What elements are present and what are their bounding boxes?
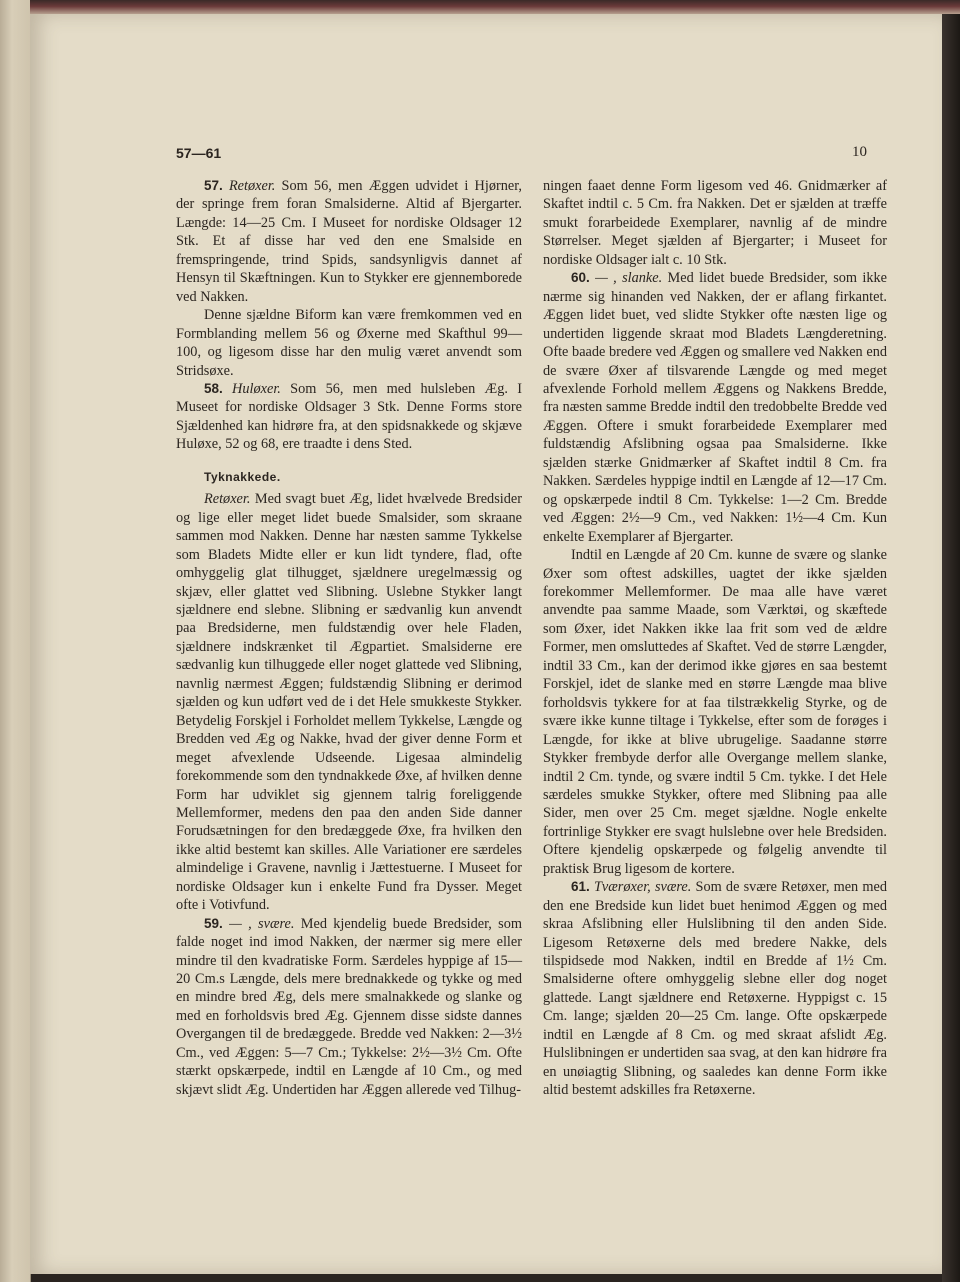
section-subheading: Tyknakkede. — [204, 469, 281, 484]
paragraph — [543, 546, 887, 878]
entry-title: Retøxer. — [228, 178, 276, 194]
paragraph — [176, 177, 522, 306]
entry-number: 61. — [571, 879, 590, 895]
page-right-edge — [942, 14, 960, 1282]
paragraph-text: Indtil en Længde af 20 Cm. kunne de svære og slanke Øxer som oftest adskilles, uagtet der ikke sjælden forekommer Mellemformer. De maa alle have været anvendte paa samme Maade, som Værktøi, og skæftede som Øxer, idet Nakken ikke laa frit som ved de ældre Former, men omsluttedes af Skaftet. Ved de større Længder, indtil 33 Cm., kan der derimod ikke gjøres en saa bestemt Forskjel, idet de slanke med en større Længde maa blive forholdsvis tykkere for at faa tilstrækkelig Styrke, og de svære ikke kunne tiltage i Tykkelse, efter som de forøges i Længde, for ikke at blive ubrugelige. Saadanne større Stykker frembyde derfor alle Overgange mellem slanke, indtil 2 Cm. tynde, og svære indtil 5 Cm. tykke. I det Hele særdeles smukke Stykker, oftere med Slibning paa alle Sider, men over 25 Cm. meget sjældne. Nogle enkelte fortrinlige Stykker ere svagt hulslebne over hele Bredsiden. Oftere kjendelig opskærpede og følgelig anvendte til praktisk Brug ligesom de kortere. — [543, 547, 887, 877]
paragraph-text: Med svagt buet Æg, lidet hvælvede Bredsider og lige eller meget lidet buede Smalsider, som skraane sammen mod Nakken. Denne har næsten samme Tykkelse som Bladets Midte eller er kun lidt tyndere, flad, ofte omhyggelig glat tilhugget, sjældnere uregelmæssig og skjæv, eller glattet ved Slibning. Uslebne Stykker langt sjældnere end slebne. Slibning er sædvanlig kun anvendt paa Bredsiderne, men fuldstændig over hele Fladen, sjældnere indskrænket til Ægpartiet. Smalsiderne ere sædvanlig kun tilhuggede eller noget glattede ved Slibning, navnlig nærmest Æggen; fuldstændig Slibning er derimod sjælden og kun udført ved de i det Hele smukkeste Stykker. Betydelig Forskjel i Forholdet mellem Tykkelse, Længde og Bredden ved Æg og Nakke, hvad der giver denne Form et meget afvexlende Udseende. Ligesaa almindelig forekommende som den tyndnakkede Øxe, af hvilken denne Form har udviklet sig gjennem talrig foreliggende Mellemformer, medens den paa den anden Side danner Forudsætningen for den bredæggede Øxe, fra hvilken den ikke altid bestemt kan skilles. Alle Variationer ere særdeles almindelige i Gravene, navnlig i Jættestuerne. I Museet for nordiske Oldsager kun i enkelte Fund fra Dysser. Meget ofte i Votivfund. — [176, 491, 522, 914]
entry-title: Tværøxer, svære. — [593, 879, 692, 896]
paragraph-text: Som de svære Retøxer, men med den ene Bredside kun lidet buet henimod Æggen og med skraa Afslibning eller Hulslibning til den anden Side. Ligesom Retøxerne dels med bredere Nakke, dels tilspidsede mod Nakken, indtil en Bredde af 1½ Cm. Smalsiderne oftere omhyggelig slebne eller dog noget glattede. Langt sjældnere end Retøxerne. Hyppigst c. 15 Cm. lange; sjælden 20—25 Cm. lange. Ofte opskærpede indtil en Længde af 8 Cm. og med skraat afslidt Æg. Hulslibningen er undertiden saa svag, at den kan hidrøre fra en unøiagtig Slibning, og saaledes kan denne Form ikke altid bestemt adskilles fra Retøxerne. — [543, 879, 887, 1099]
entry-title: — , slanke. — [595, 270, 663, 287]
paragraph-text: Som 56, men Æggen udvidet i Hjørner, der springe frem foran Smalsiderne. Altid af Bjergarter. Længde: 14—25 Cm. I Museet for nordiske Oldsager 12 Stk. Et af disse har ved den ene Smalside en fremspringende, trind Spids, sandsynligvis dannet af Hensyn til Skæftningen. Kun to Stykker ere gjennemborede ved Nakken. — [176, 178, 522, 305]
paragraph — [176, 380, 522, 454]
paragraph-text: ningen faaet denne Form ligesom ved 46. Gnidmærker af Skaftet indtil c. 5 Cm. fra Nakken. Det er sjælden at træffe smukt forarbeidede Exemplarer, navnlig af de mindre Størrelser. Meget sjælden af Bjergarter; i Museet for nordiske Oldsager ialt c. 10 Stk. — [543, 178, 887, 268]
paragraph-text: Med kjendelig buede Bredsider, som falde noget ind imod Nakken, der nærmer sig mere eller mindre til den kvadratiske Form. Særdeles hyppige af 15—20 Cm.s Længde, dels mere brednakkede og tykke og med en mindre bred Æg, dels mere smalnakkede og slanke og med en forholdsvis bred Æg. Gjennem disse sidste dannes Overgangen til de bredæggede. Bredde ved Nakken: 2—3½ Cm., ved Æggen: 5—7 Cm.; Tykkelse: 2½—3½ Cm. Ofte stærkt opskærpede, indtil en Længde af 10 Cm., og med skjævt slidt Æg. Undertiden har Æggen allerede ved Tilhug- — [176, 915, 522, 1098]
paragraph-text: Med lidet buede Bredsider, som ikke nærme sig hinanden ved Nakken, der er aflang firkantet. Æggen lidet buet, ved slidte Stykker ofte næsten lige og undertiden liggende skraat mod Bladets Længderetning. Ofte baade bredere ved Æggen og smallere ved Nakken end de svære Øxer af tilsvarende Længde og med meget afvexlende Forhold mellem Æggens og Nakkens Bredde, fra næsten samme Bredde indtil den tredobbelte Bredde ved Æggen. Oftere i smukt forarbeidede Exemplarer med fuldstændig Afslibning ogsaa paa Smalsiderne. Ikke sjælden stærke Gnidmærker af Skaftet indtil 8 Cm. fra Nakken. Særdeles hyppige indtil en Længde af 12—17 Cm. og opskærpede indtil 8 Cm. Tykkelse: 1—2 Cm. Bredde ved Æggen: 2½—9 Cm., ved Nakken: 1½—4 Cm. Kun enkelte Exemplarer af Bjergarter. — [543, 270, 887, 545]
paragraph — [176, 490, 522, 914]
entry-number: 57. — [204, 178, 223, 193]
paragraph — [543, 177, 887, 269]
running-head-range: 57—61 — [176, 145, 222, 161]
paragraph-text: Som 56, men med hulsleben Æg. I Museet for nordiske Oldsager 3 Stk. Denne Forms store Sjældenhed kan hidrøre fra, at den spidsnakkede og skjæve Huløxe, 52 og 68, ere traadte i dens Sted. — [176, 380, 522, 453]
entry-title: Huløxer. — [232, 380, 281, 397]
page-number: 10 — [852, 144, 867, 160]
entry-number: 60. — [571, 270, 590, 286]
paragraph — [543, 269, 887, 546]
right-column — [543, 177, 887, 1100]
entry-number: 58. — [204, 380, 223, 396]
paragraph — [176, 306, 522, 380]
entry-title: — , svære. — [229, 915, 295, 932]
entry-title: Retøxer. — [204, 491, 251, 508]
paragraph — [543, 878, 887, 1099]
paragraph — [176, 915, 522, 1100]
book-spine — [0, 0, 31, 1282]
paragraph-text: Denne sjældne Biform kan være fremkommen ved en Formblanding mellem 56 og Øxerne med Skafthul 99—100, og ligesom disse har den mulig været anvendt som Stridsøxe. — [176, 307, 522, 379]
entry-number: 59. — [204, 915, 223, 931]
left-column — [176, 177, 522, 1099]
